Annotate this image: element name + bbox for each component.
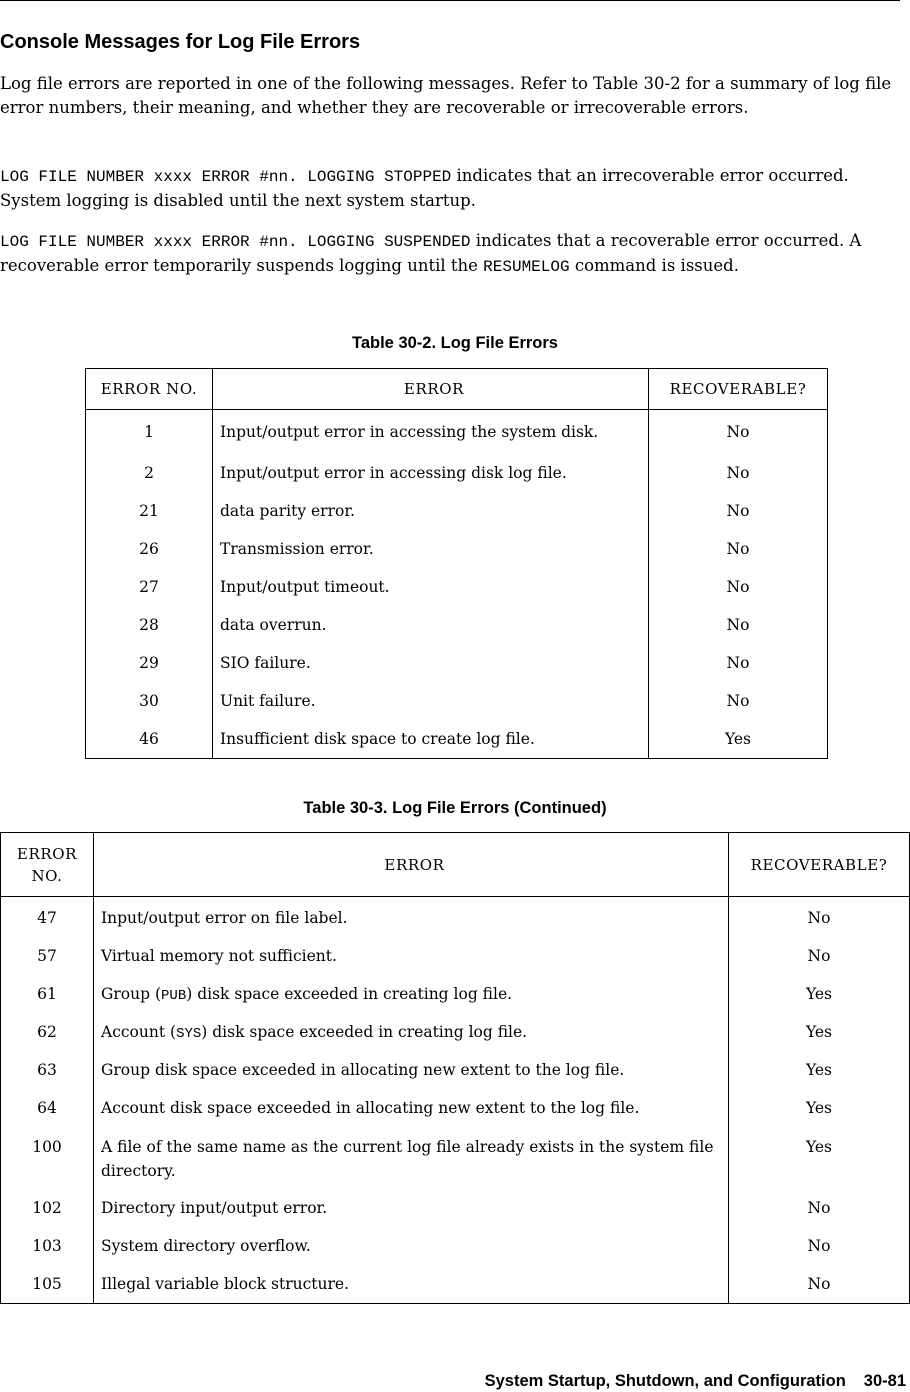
table3 <box>0 832 910 1304</box>
recoverable-value: No <box>807 1198 831 1217</box>
error-description: data parity error. <box>213 492 649 530</box>
recoverable-value: No <box>726 464 750 482</box>
recoverable-value: No <box>726 616 750 634</box>
error-description: System directory overflow. <box>94 1228 729 1266</box>
message-stopped-code: LOG FILE NUMBER xxxx ERROR #nn. LOGGING STOPPED <box>0 168 452 186</box>
error-number: 103 <box>1 1228 94 1266</box>
identifier-code: PUB <box>161 987 187 1004</box>
identifier-code: SYS <box>176 1025 202 1042</box>
table-row <box>1 976 910 1014</box>
error-description: Unit failure. <box>213 682 649 720</box>
table-row <box>1 1190 910 1228</box>
table3-caption: Table 30-3. Log File Errors (Continued) <box>303 799 607 817</box>
table-row <box>1 1128 910 1190</box>
table-row <box>86 454 828 492</box>
recoverable-value: Yes <box>724 730 751 748</box>
table-row <box>86 530 828 568</box>
error-number: 27 <box>86 568 213 606</box>
error-description: Virtual memory not sufficient. <box>94 938 729 976</box>
resumelog-command: RESUMELOG <box>483 258 570 276</box>
table-row <box>86 644 828 682</box>
table2-caption: Table 30-2. Log File Errors <box>351 334 558 352</box>
recoverable-value: No <box>726 423 750 441</box>
error-number: 29 <box>86 644 213 682</box>
table-row <box>1 897 910 938</box>
error-description: Group disk space exceeded in allocating new extent to the log file. <box>94 1052 729 1090</box>
table-row <box>1 1266 910 1304</box>
error-number: 102 <box>1 1190 94 1228</box>
error-number: 26 <box>86 530 213 568</box>
error-number: 57 <box>1 938 94 976</box>
table3-header-number: ERROR NO. <box>1 833 94 897</box>
recoverable-value: No <box>726 692 750 710</box>
error-number: 21 <box>86 492 213 530</box>
table3-header-error: ERROR <box>94 833 729 897</box>
recoverable-value: No <box>807 1236 831 1255</box>
table-row <box>1 1090 910 1128</box>
recoverable-value: Yes <box>805 984 832 1003</box>
recoverable-value: No <box>807 1274 831 1293</box>
table2-header-number: ERROR NO. <box>86 369 213 410</box>
page-number: 30-81 <box>863 1372 906 1390</box>
recoverable-value: No <box>726 654 750 672</box>
recoverable-value: No <box>807 909 831 927</box>
error-description: Input/output timeout. <box>213 568 649 606</box>
message-stopped-paragraph <box>0 164 905 213</box>
error-description: Transmission error. <box>213 530 649 568</box>
recoverable-value: No <box>726 540 750 558</box>
error-number: 47 <box>1 897 94 938</box>
error-description: SIO failure. <box>213 644 649 682</box>
error-number: 63 <box>1 1052 94 1090</box>
table-row <box>1 938 910 976</box>
table-row <box>86 682 828 720</box>
intro-paragraph: Log file errors are reported in one of the following messages. Refer to Table 30-2 for a summary of log file error numbers, their meaning, and whether they are recoverable or irrecoverable errors. <box>0 74 892 117</box>
error-number: 100 <box>1 1128 94 1190</box>
table2-header-row <box>86 369 828 410</box>
page-footer <box>467 1372 906 1391</box>
recoverable-value: No <box>726 502 750 520</box>
error-description: Insufficient disk space to create log file. <box>213 720 649 759</box>
table-row <box>86 568 828 606</box>
table-row <box>86 410 828 455</box>
footer-title: System Startup, Shutdown, and Configuration <box>484 1372 846 1390</box>
error-description: Account disk space exceeded in allocating new extent to the log file. <box>94 1090 729 1128</box>
message-suspended-code: LOG FILE NUMBER xxxx ERROR #nn. LOGGING SUSPENDED <box>0 233 471 251</box>
table-row <box>1 1052 910 1090</box>
table2-header-error: ERROR <box>213 369 649 410</box>
error-number: 46 <box>86 720 213 759</box>
section-heading: Console Messages for Log File Errors <box>0 31 361 53</box>
error-description: Illegal variable block structure. <box>94 1266 729 1304</box>
table2-header-recoverable: RECOVERABLE? <box>649 369 828 410</box>
error-description: data overrun. <box>213 606 649 644</box>
table-row <box>1 1228 910 1266</box>
recoverable-value: No <box>726 578 750 596</box>
error-number: 62 <box>1 1014 94 1052</box>
error-number: 28 <box>86 606 213 644</box>
recoverable-value: Yes <box>805 1022 832 1041</box>
error-number: 61 <box>1 976 94 1014</box>
table-row <box>86 606 828 644</box>
table3-header-row <box>1 833 910 897</box>
message-suspended-paragraph <box>0 229 905 279</box>
error-description: Account (SYS) disk space exceeded in creating log file. <box>94 1014 729 1052</box>
message-suspended-text-b: command is issued. <box>569 256 739 275</box>
table-row <box>86 492 828 530</box>
table2 <box>85 368 828 759</box>
message-suspended-text-a: indicates that a recoverable error occurred. A recoverable error temporarily suspends logging until the <box>0 231 862 275</box>
error-description: A file of the same name as the current log file already exists in the system file directory. <box>94 1128 729 1190</box>
table3-header-recoverable: RECOVERABLE? <box>729 833 910 897</box>
recoverable-value: Yes <box>805 1098 832 1117</box>
top-rule <box>0 0 900 1</box>
error-number: 105 <box>1 1266 94 1304</box>
recoverable-value: Yes <box>805 1137 832 1156</box>
error-description: Input/output error on file label. <box>94 897 729 938</box>
error-description: Input/output error in accessing the system disk. <box>213 410 649 455</box>
table-row <box>86 720 828 759</box>
error-number: 64 <box>1 1090 94 1128</box>
error-number: 1 <box>86 410 213 455</box>
recoverable-value: Yes <box>805 1060 832 1079</box>
error-number: 2 <box>86 454 213 492</box>
message-stopped-text: indicates that an irrecoverable error occurred. System logging is disabled until the next system startup. <box>0 166 849 210</box>
recoverable-value: No <box>807 946 831 965</box>
table-row <box>1 1014 910 1052</box>
error-description: Input/output error in accessing disk log file. <box>213 454 649 492</box>
error-description: Directory input/output error. <box>94 1190 729 1228</box>
error-number: 30 <box>86 682 213 720</box>
error-description: Group (PUB) disk space exceeded in creating log file. <box>94 976 729 1014</box>
